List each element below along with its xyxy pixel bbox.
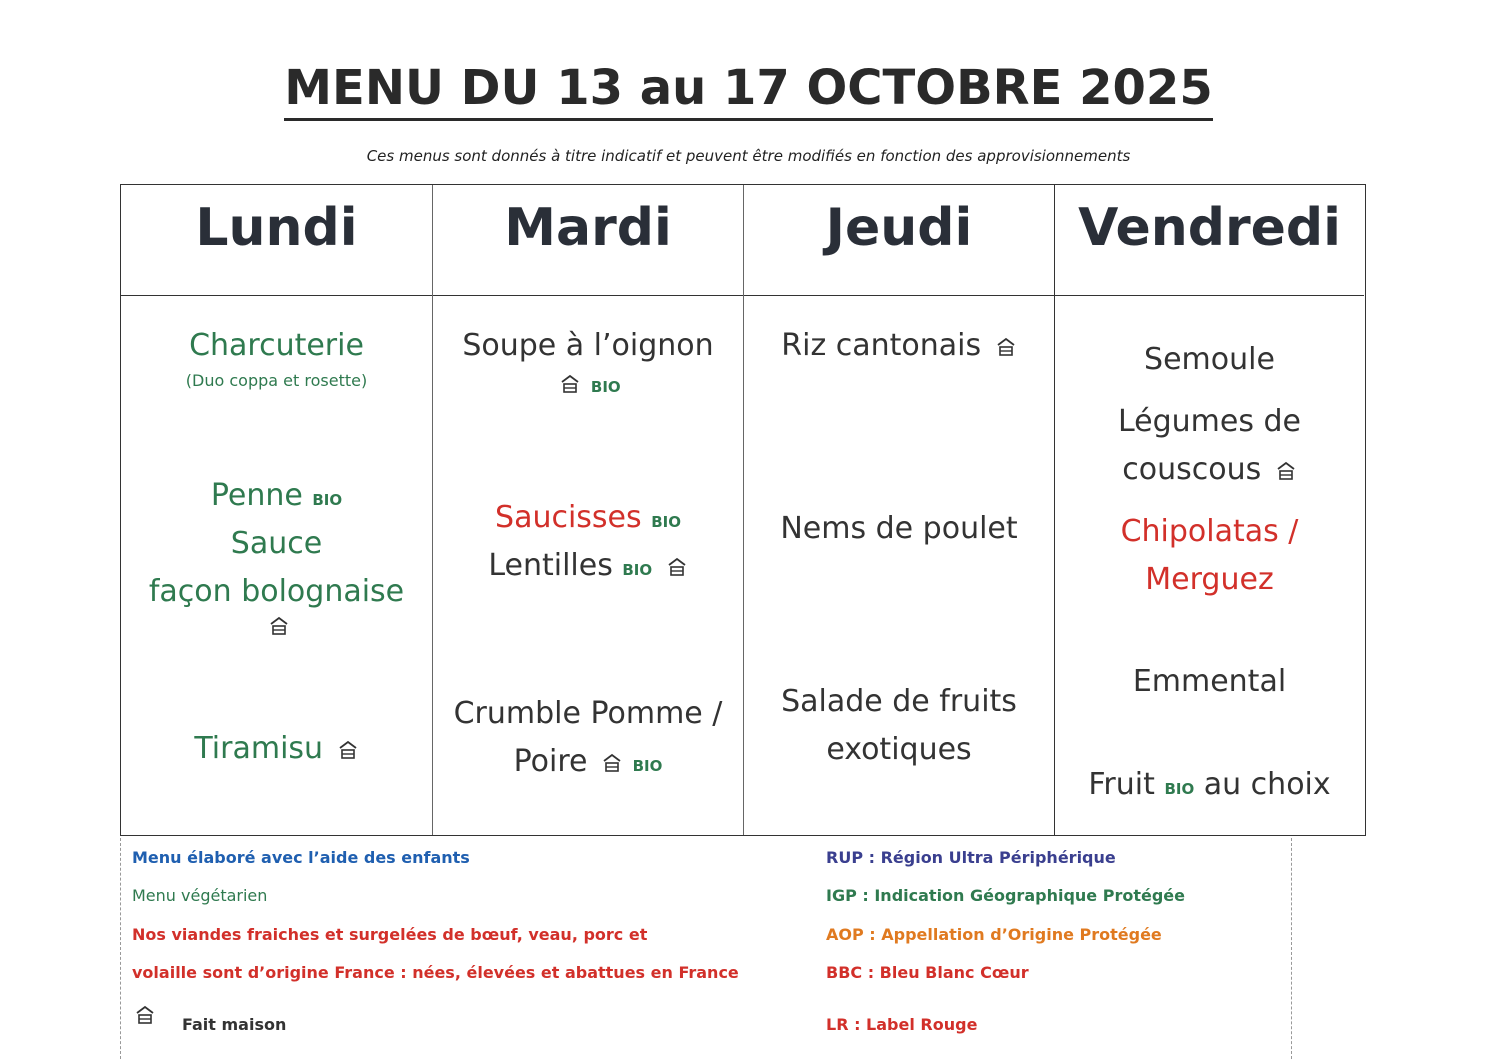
- bio-badge: BIO: [622, 561, 653, 579]
- legend-rup: RUP : Région Ultra Périphérique: [826, 848, 1116, 867]
- day-header-vendredi: Vendredi: [1055, 185, 1364, 296]
- bio-badge: BIO: [651, 513, 681, 531]
- dish-dessert-mardi-1: Crumble Pomme /: [453, 696, 723, 731]
- homemade-row-lundi: [121, 610, 432, 640]
- legend-french-meat-2: volaille sont d’origine France : nées, élevées et abattues en France: [132, 963, 739, 982]
- column-mardi: [432, 185, 743, 835]
- dish-main-vendredi-2: Merguez: [1145, 562, 1274, 597]
- legend-lr: LR : Label Rouge: [826, 1015, 978, 1034]
- homemade-icon: [559, 373, 581, 395]
- dish-cheese-vendredi: Emmental: [1132, 664, 1287, 699]
- legend-aop: AOP : Appellation d’Origine Protégée: [826, 925, 1162, 944]
- dish-dessert-text: Poire: [513, 744, 588, 779]
- subtitle: Ces menus sont donnés à titre indicatif et peuvent être modifiés en fonction des approvisionnements: [366, 147, 1131, 165]
- dish-main-lundi-2: Sauce: [230, 526, 323, 561]
- bio-badge: BIO: [312, 491, 343, 509]
- dish-main-text: Penne: [210, 478, 303, 513]
- legend: [120, 838, 1292, 1059]
- dish-main-mardi-1: [433, 494, 743, 546]
- homemade-icon: [601, 752, 623, 774]
- dish-main-jeudi: Nems de poulet: [780, 511, 1018, 546]
- column-vendredi: [1054, 185, 1364, 835]
- menu-table: [120, 184, 1366, 836]
- dish-main-mardi-2: [433, 542, 743, 594]
- column-jeudi: [743, 185, 1054, 835]
- dish-side-vendredi-1: Légumes de: [1117, 404, 1302, 439]
- bio-badge: BIO: [590, 378, 621, 396]
- homemade-icon: [268, 615, 290, 637]
- dish-starter-text: Riz cantonais: [781, 328, 982, 363]
- homemade-icon: [1275, 460, 1297, 482]
- dish-starter-lundi: Charcuterie: [189, 328, 364, 363]
- bio-badge: BIO: [1164, 780, 1195, 798]
- dish-starter-vendredi: Semoule: [1144, 342, 1275, 377]
- legend-french-meat-1: Nos viandes fraiches et surgelées de bœuf, veau, porc et: [132, 925, 648, 944]
- dish-starter-note-lundi: (Duo coppa et rosette): [185, 371, 368, 390]
- dish-dessert-text: Fruit: [1088, 767, 1155, 802]
- legend-homemade-icon: [134, 1004, 156, 1026]
- dish-main-lundi-3: façon bolognaise: [148, 574, 405, 609]
- legend-vegetarian: Menu végétarien: [132, 886, 268, 905]
- dish-side-text: couscous: [1122, 452, 1262, 487]
- homemade-icon: [134, 1004, 156, 1026]
- dish-main-vendredi-1: Chipolatas /: [1120, 514, 1299, 549]
- dish-main-text: Saucisses: [495, 500, 642, 535]
- page-title: MENU DU 13 au 17 OCTOBRE 2025: [0, 60, 1497, 116]
- dish-starter-jeudi: [744, 322, 1054, 370]
- dish-dessert-jeudi-1: Salade de fruits: [781, 684, 1017, 719]
- homemade-icon: [995, 336, 1017, 358]
- dish-starter-mardi: Soupe à l’oignon: [462, 328, 714, 363]
- column-lundi: [121, 185, 432, 835]
- dish-side-vendredi-2: [1055, 446, 1364, 494]
- dish-dessert-vendredi: [1055, 761, 1364, 813]
- dish-dessert-text-2: au choix: [1203, 767, 1331, 802]
- starter-tags-mardi: [433, 368, 743, 402]
- legend-igp: IGP : Indication Géographique Protégée: [826, 886, 1185, 905]
- dish-dessert-mardi-2: [433, 738, 743, 790]
- homemade-icon: [337, 739, 359, 761]
- day-header-lundi: Lundi: [121, 185, 432, 296]
- dish-side-text: Lentilles: [488, 548, 613, 583]
- legend-bbc: BBC : Bleu Blanc Cœur: [826, 963, 1029, 982]
- homemade-icon: [666, 556, 688, 578]
- legend-homemade: Fait maison: [182, 1015, 287, 1034]
- dish-dessert-lundi: [121, 725, 432, 773]
- day-header-jeudi: Jeudi: [744, 185, 1054, 296]
- dish-dessert-text: Tiramisu: [194, 731, 324, 766]
- dish-dessert-jeudi-2: exotiques: [826, 732, 972, 767]
- dish-main-lundi-1: [121, 472, 432, 524]
- bio-badge: BIO: [632, 757, 663, 775]
- day-header-mardi: Mardi: [433, 185, 743, 296]
- legend-children: Menu élaboré avec l’aide des enfants: [132, 848, 470, 867]
